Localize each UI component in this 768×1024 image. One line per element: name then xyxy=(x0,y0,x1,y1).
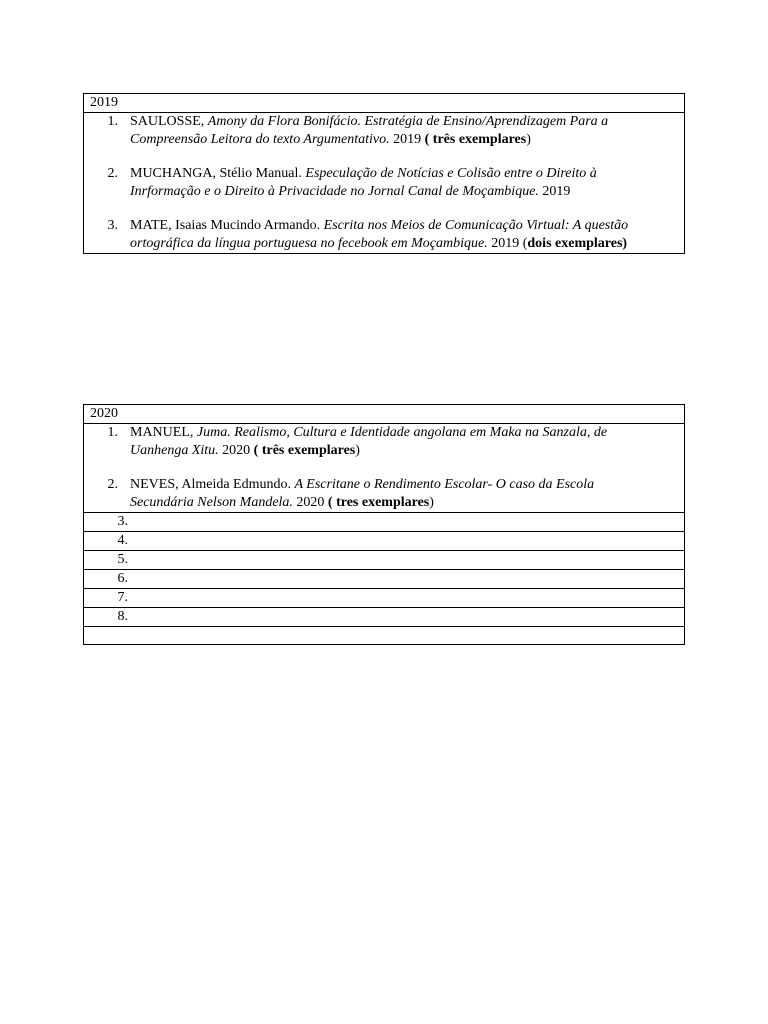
item-number: 1. xyxy=(107,425,118,440)
copies-note: ( três exemplares xyxy=(253,443,356,458)
title: Especulação de Notícias e Colisão entre o Direito à Inrformação e o Direito à Privacidade no Jornal Canal de Moçambique. xyxy=(130,166,597,199)
year-text: 2020 xyxy=(218,443,254,458)
item-number: 2. xyxy=(107,477,118,492)
row-number: 4. xyxy=(117,533,128,548)
table-row xyxy=(84,513,685,532)
copies-note: ( tres exemplares xyxy=(327,495,430,510)
list-item xyxy=(90,424,654,460)
year-row xyxy=(84,94,685,113)
item-number: 3. xyxy=(107,218,118,233)
note-end: ) xyxy=(429,495,434,510)
item-number: 2. xyxy=(107,166,118,181)
table-row xyxy=(84,589,685,608)
table-row xyxy=(84,551,685,570)
entries-row xyxy=(84,113,685,254)
title: A Escritane o Rendimento Escolar- O caso da Escola Secundária Nelson Mandela. xyxy=(130,477,595,510)
copies-note: dois exemplares) xyxy=(527,236,628,251)
author: SAULOSSE, xyxy=(130,114,208,129)
entries-row xyxy=(84,424,685,513)
year-label: 2019 xyxy=(84,94,685,113)
author: MUCHANGA, Stélio Manual. xyxy=(130,166,306,181)
table-2020 xyxy=(83,404,685,645)
item-text xyxy=(130,113,654,149)
table-row xyxy=(84,532,685,551)
year-text: 2019 ( xyxy=(487,236,528,251)
title: Escrita nos Meios de Comunicação Virtual: A questão ortográfica da língua portuguesa no fecebook em Moçambique. xyxy=(130,218,629,251)
row-number: 8. xyxy=(117,609,128,624)
year-text: 2019 xyxy=(389,132,425,147)
row-number: 3. xyxy=(117,514,128,529)
item-text xyxy=(130,476,654,512)
entries-cell xyxy=(84,424,685,513)
row-number: 5. xyxy=(117,552,128,567)
note-end: ) xyxy=(355,443,360,458)
item-text xyxy=(130,165,654,201)
row-number: 6. xyxy=(117,571,128,586)
item-number: 1. xyxy=(107,114,118,129)
item-text xyxy=(130,424,654,460)
title: Amony da Flora Bonifácio. Estratégia de Ensino/Aprendizagem Para a Compreensão Leitora do texto Argumentativo. xyxy=(130,114,609,147)
empty-row xyxy=(84,627,685,645)
author: MANUEL, xyxy=(130,425,197,440)
row-number: 7. xyxy=(117,590,128,605)
table-row xyxy=(84,570,685,589)
list-item xyxy=(90,476,654,512)
title: Juma. Realismo, Cultura e Identidade angolana em Maka na Sanzala, de Uanhenga Xitu. xyxy=(130,425,608,458)
entries-cell xyxy=(84,113,685,254)
copies-note: ( três exemplares xyxy=(424,132,527,147)
year-text: 2019 xyxy=(538,184,571,199)
year-label: 2020 xyxy=(84,405,685,424)
list-item xyxy=(90,113,654,149)
table-row xyxy=(84,608,685,627)
list-item xyxy=(90,165,654,201)
author: MATE, Isaias Mucindo Armando. xyxy=(130,218,324,233)
year-text: 2020 xyxy=(292,495,328,510)
year-row xyxy=(84,405,685,424)
note-end: ) xyxy=(526,132,531,147)
table-2019 xyxy=(83,93,685,254)
item-text xyxy=(130,217,654,253)
list-item xyxy=(90,217,654,253)
author: NEVES, Almeida Edmundo. xyxy=(130,477,295,492)
